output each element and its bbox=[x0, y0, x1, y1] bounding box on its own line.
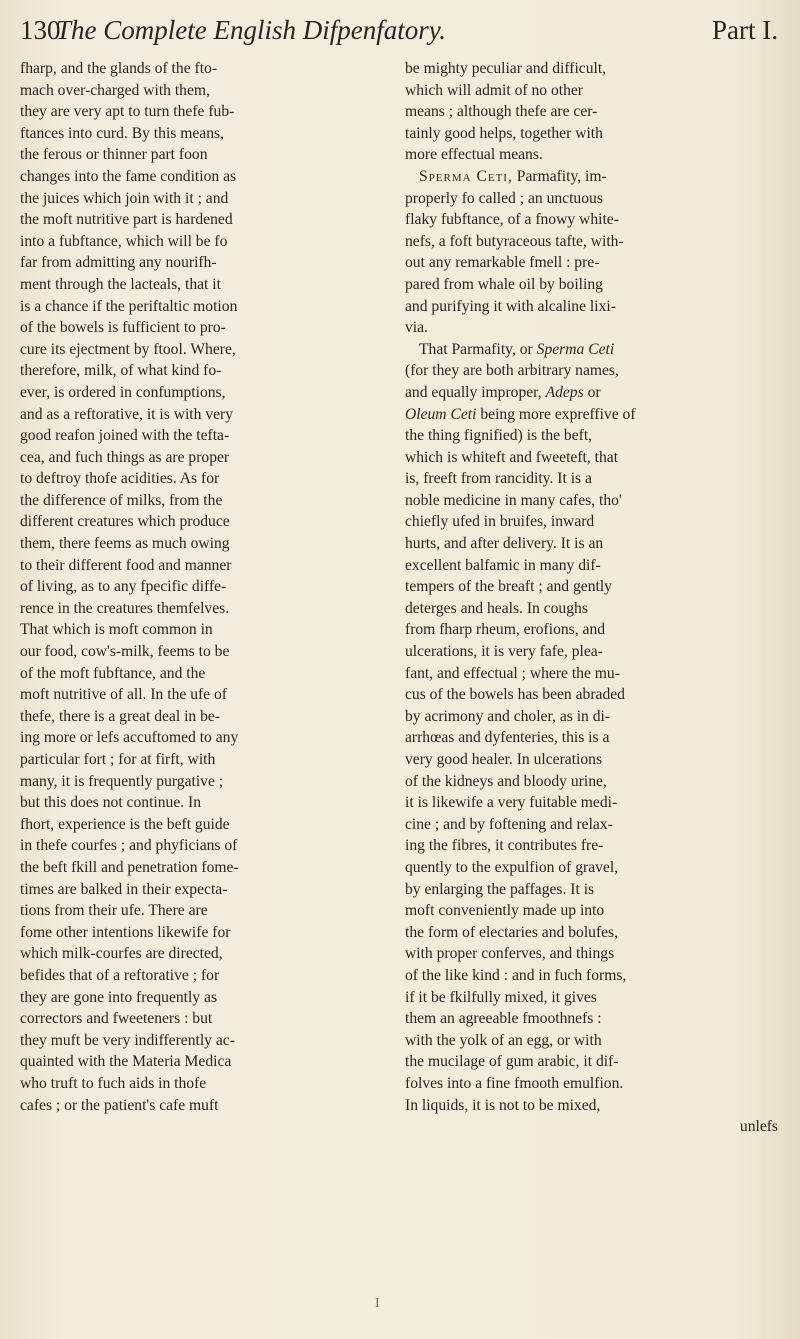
text-line: cafes ; or the patient's cafe muft bbox=[20, 1096, 219, 1114]
signature-mark: I bbox=[375, 1296, 380, 1311]
text-line: folves into a fine fmooth emulfion. bbox=[405, 1074, 624, 1092]
text-line: be mighty peculiar and difficult, bbox=[405, 60, 607, 77]
text-line: fant, and effectual ; where the mu- bbox=[405, 664, 620, 682]
text-line: quainted with the Materia Medica bbox=[20, 1053, 232, 1071]
text-line: them an agreeable fmoothnefs : bbox=[405, 1010, 602, 1028]
text-line: ever, is ordered in confumptions, bbox=[20, 383, 226, 401]
left-column bbox=[20, 58, 393, 1138]
text-line: to deftroy thofe acidities. As for bbox=[20, 470, 220, 488]
para-line: and equally improper, Adeps or bbox=[405, 383, 601, 401]
text-line: the ferous or thinner part foon bbox=[20, 146, 208, 164]
entry-heading-line: Sperma Ceti, Parmafity, im- bbox=[419, 167, 607, 185]
text-line: of the kidneys and bloody urine, bbox=[405, 772, 607, 790]
text-line: they muft be very indifferently ac- bbox=[20, 1031, 235, 1049]
text-line: to their different food and manner bbox=[20, 556, 232, 574]
para-line: (for they are both arbitrary names, bbox=[405, 362, 619, 380]
text-line: very good healer. In ulcerations bbox=[405, 751, 603, 768]
text-line: by acrimony and choler, as in di- bbox=[405, 707, 611, 725]
text-line: moft nutritive of all. In the ufe of bbox=[20, 686, 227, 704]
text-line: chiefly ufed in bruifes, inward bbox=[405, 513, 595, 531]
text-line: far from admitting any nourifh- bbox=[20, 254, 217, 272]
text-line: from fharp rheum, erofions, and bbox=[405, 621, 606, 639]
text-line: cure its ejectment by ftool. Where, bbox=[20, 340, 236, 358]
catchword: unlefs bbox=[739, 1118, 778, 1136]
text-line: cus of the bowels has been abraded bbox=[405, 686, 625, 704]
text-line: ing the fibres, it contributes fre- bbox=[405, 837, 604, 855]
page-number: 130 bbox=[20, 15, 61, 45]
text-line: ftances into curd. By this means, bbox=[20, 124, 224, 142]
text-line: and as a reftorative, it is with very bbox=[20, 405, 234, 423]
text-line: the beft fkill and penetration fome- bbox=[20, 858, 239, 876]
text-line: which will admit of no other bbox=[405, 81, 583, 99]
text-line: noble medicine in many cafes, tho' bbox=[405, 491, 622, 509]
text-line: fome other intentions likewife for bbox=[20, 923, 231, 941]
text-line: of the bowels is fufficient to pro- bbox=[20, 319, 226, 337]
text-line: excellent balfamic in many dif- bbox=[405, 556, 601, 574]
text-line: the form of electaries and bolufes, bbox=[405, 923, 619, 941]
part-label: Part I. bbox=[712, 15, 778, 45]
text-line: by enlarging the paffages. It is bbox=[405, 880, 595, 898]
text-line: cea, and fuch things as are proper bbox=[20, 448, 230, 466]
text-line: flaky fubftance, of a fnowy white- bbox=[405, 211, 619, 229]
text-line: the moft nutritive part is hardened bbox=[20, 211, 233, 229]
running-title: The Complete English Difpenfatory. bbox=[56, 15, 446, 45]
text-line: particular fort ; for at firft, with bbox=[20, 751, 216, 768]
text-line: more effectual means. bbox=[405, 146, 543, 164]
text-line: fharp, and the glands of the fto- bbox=[20, 60, 218, 77]
text-line: the thing fignified) is the beft, bbox=[405, 427, 593, 445]
text-line: quently to the expulfion of gravel, bbox=[405, 858, 619, 876]
text-line: therefore, milk, of what kind fo- bbox=[20, 362, 222, 380]
text-line: mach over-charged with them, bbox=[20, 81, 210, 99]
text-line: who truft to fuch aids in thofe bbox=[20, 1074, 207, 1092]
text-line: them, there feems as much owing bbox=[20, 535, 230, 553]
text-line: hurts, and after delivery. It is an bbox=[405, 535, 604, 553]
text-line: is, freeft from rancidity. It is a bbox=[405, 470, 592, 488]
text-line: the juices which join with it ; and bbox=[20, 189, 229, 207]
text-line: fhort, experience is the beft guide bbox=[20, 815, 230, 833]
text-line: it is likewife a very fuitable medi- bbox=[405, 794, 618, 812]
text-line: via. bbox=[405, 319, 428, 337]
text-line: of living, as to any fpecific diffe- bbox=[20, 578, 227, 596]
text-line: That which is moft common in bbox=[20, 621, 213, 639]
text-line: ulcerations, it is very fafe, plea- bbox=[405, 643, 603, 661]
text-columns bbox=[20, 58, 778, 1138]
text-line: properly fo called ; an unctuous bbox=[405, 189, 603, 207]
text-line: and purifying it with alcaline lixi- bbox=[405, 297, 616, 315]
text-line: out any remarkable fmell : pre- bbox=[405, 254, 600, 272]
running-head bbox=[20, 14, 778, 52]
text-line: they are very apt to turn thefe fub- bbox=[20, 103, 235, 121]
text-line: is a chance if the periftaltic motion bbox=[20, 297, 238, 315]
text-line: ing more or lefs accuftomed to any bbox=[20, 729, 239, 747]
text-line: of the like kind : and in fuch forms, bbox=[405, 966, 627, 984]
text-line: the difference of milks, from the bbox=[20, 491, 223, 509]
para-line: That Parmafity, or Sperma Ceti bbox=[419, 340, 615, 358]
text-line: nefs, a foft butyraceous tafte, with- bbox=[405, 232, 624, 250]
text-line: tainly good helps, together with bbox=[405, 124, 603, 142]
text-line: of the moft fubftance, and the bbox=[20, 664, 206, 682]
text-line: into a fubftance, which will be fo bbox=[20, 232, 228, 250]
text-line: times are balked in their expecta- bbox=[20, 880, 228, 898]
text-line: the mucilage of gum arabic, it dif- bbox=[405, 1053, 619, 1071]
text-line: different creatures which produce bbox=[20, 513, 230, 531]
text-line: with the yolk of an egg, or with bbox=[405, 1031, 602, 1049]
text-line: arrhœas and dyfenteries, this is a bbox=[405, 729, 610, 747]
text-line: but this does not continue. In bbox=[20, 794, 202, 812]
text-line: changes into the fame condition as bbox=[20, 167, 237, 185]
text-line: our food, cow's-milk, feems to be bbox=[20, 643, 230, 661]
text-line: deterges and heals. In coughs bbox=[405, 599, 588, 617]
text-line: means ; although thefe are cer- bbox=[405, 103, 598, 121]
text-line: rence in the creatures themfelves. bbox=[20, 599, 230, 617]
text-line: in thefe courfes ; and phyficians of bbox=[20, 837, 238, 855]
text-line: correctors and fweeteners : but bbox=[20, 1010, 213, 1028]
text-line: they are gone into frequently as bbox=[20, 988, 218, 1006]
text-line: pared from whale oil by boiling bbox=[405, 275, 603, 293]
text-line: many, it is frequently purgative ; bbox=[20, 772, 224, 790]
text-line: tions from their ufe. There are bbox=[20, 902, 208, 920]
text-line: if it be fkilfully mixed, it gives bbox=[405, 988, 597, 1006]
text-line: which is whiteft and fweeteft, that bbox=[405, 448, 619, 466]
text-line: moft conveniently made up into bbox=[405, 902, 605, 920]
entry-heading: Sperma Ceti, bbox=[419, 167, 513, 185]
text-line: befides that of a reftorative ; for bbox=[20, 966, 220, 984]
text-line: thefe, there is a great deal in be- bbox=[20, 707, 221, 725]
text-line: which milk-courfes are directed, bbox=[20, 945, 223, 963]
text-line: with proper conferves, and things bbox=[405, 945, 615, 963]
text-line: cine ; and by foftening and relax- bbox=[405, 815, 613, 833]
para-line: Oleum Ceti being more expreffive of bbox=[405, 405, 636, 423]
right-column bbox=[405, 58, 778, 1138]
text-line: good reafon joined with the tefta- bbox=[20, 427, 230, 445]
text-line: In liquids, it is not to be mixed, bbox=[405, 1096, 601, 1114]
text-line: ment through the lacteals, that it bbox=[20, 275, 221, 293]
text-line: tempers of the breaft ; and gently bbox=[405, 578, 612, 596]
